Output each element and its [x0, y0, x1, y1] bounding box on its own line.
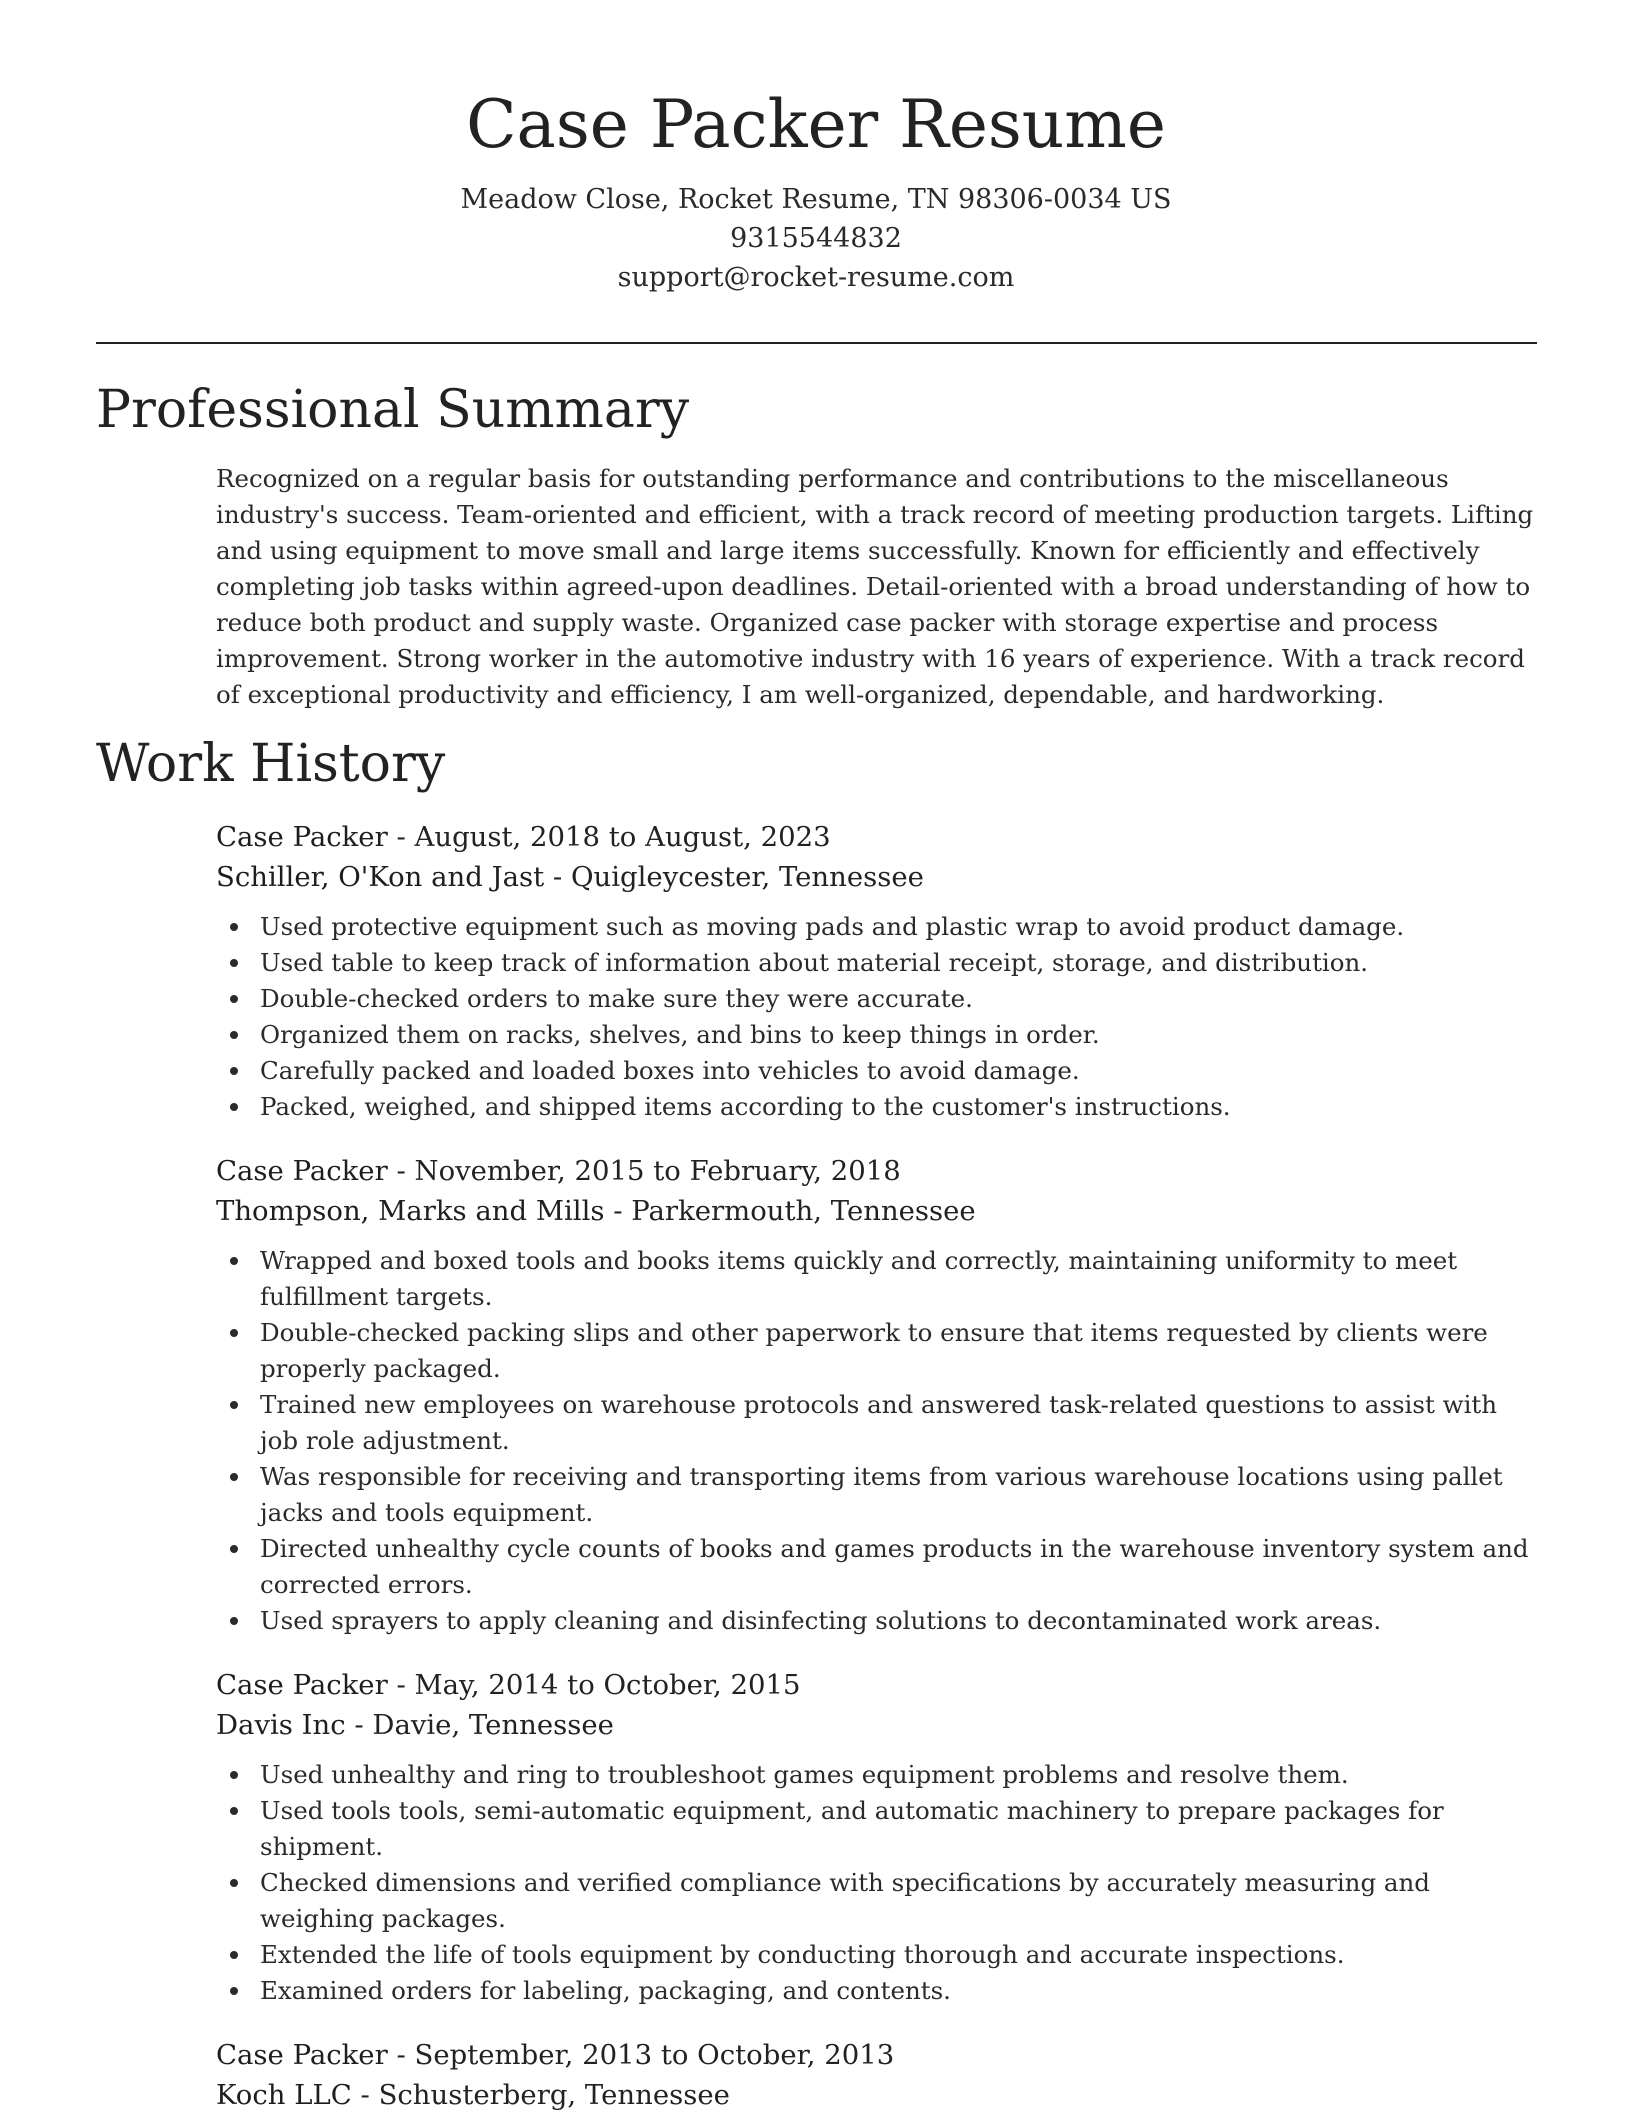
- work-history-heading: Work History: [96, 734, 446, 794]
- job-bullets: [216, 1243, 1538, 1639]
- job-dates: May, 2014 to October, 2015: [414, 1669, 801, 1701]
- header-divider: [96, 342, 1537, 344]
- job-role: Case Packer: [216, 1669, 388, 1701]
- separator: -: [351, 2079, 379, 2111]
- job-bullet: Organized them on racks, shelves, and bins to keep things in order.: [216, 1017, 1538, 1053]
- job-bullet: Used unhealthy and ring to troubleshoot games equipment problems and resolve them.: [216, 1757, 1538, 1793]
- job-role: Case Packer: [216, 2039, 388, 2071]
- job-title-line: [216, 817, 1538, 857]
- job-bullet: Checked dimensions and verified compliance with specifications by accurately measuring and weighing packages.: [216, 1865, 1538, 1937]
- job-dates: September, 2013 to October, 2013: [414, 2039, 895, 2071]
- job-bullet: Packed, weighed, and shipped items according to the customer's instructions.: [216, 1089, 1538, 1125]
- job-dates: August, 2018 to August, 2023: [414, 821, 831, 853]
- job-title-line: [216, 1665, 1538, 1705]
- job-bullets: [216, 909, 1538, 1125]
- job-role: Case Packer: [216, 821, 388, 853]
- job-company: Koch LLC: [216, 2079, 352, 2111]
- job-company-line: [216, 857, 1538, 897]
- job-bullets: [216, 1757, 1538, 2009]
- job-company-line: [216, 1191, 1538, 1231]
- job-entry: [216, 1151, 1538, 1639]
- job-company: Davis Inc: [216, 1709, 346, 1741]
- job-bullet: Double-checked orders to make sure they were accurate.: [216, 981, 1538, 1017]
- summary-text: Recognized on a regular basis for outstanding performance and contributions to the miscellaneous industry's success. Team-oriented and efficient, with a track record of meeting production targets. Lifting and using equipment to move small and large items successfully. Known for efficiently and effectively completing job tasks within agreed-upon deadlines. Detail-oriented with a broad understanding of how to reduce both product and supply waste. Organized case packer with storage expertise and process improvement. Strong worker in the automotive industry with 16 years of experience. With a track record of exceptional productivity and efficiency, I am well-organized, dependable, and hardworking.: [216, 464, 1534, 709]
- separator: -: [345, 1709, 373, 1741]
- job-list: [216, 817, 1538, 2112]
- job-company-line: [216, 1705, 1538, 1745]
- separator: -: [387, 1155, 415, 1187]
- resume-title: Case Packer Resume: [466, 86, 1166, 163]
- job-bullet: Used protective equipment such as moving pads and plastic wrap to avoid product damage.: [216, 909, 1538, 945]
- job-company: Thompson, Marks and Mills: [216, 1195, 605, 1227]
- job-bullet: Double-checked packing slips and other paperwork to ensure that items requested by clients were properly packaged.: [216, 1315, 1538, 1387]
- job-bullet: Directed unhealthy cycle counts of books and games products in the warehouse inventory system and corrected errors.: [216, 1531, 1538, 1603]
- summary-heading: Professional Summary: [96, 380, 690, 440]
- job-bullet: Carefully packed and loaded boxes into vehicles to avoid damage.: [216, 1053, 1538, 1089]
- job-company-line: [216, 2075, 1538, 2112]
- job-bullet: Was responsible for receiving and transporting items from various warehouse locations using pallet jacks and tools equipment.: [216, 1459, 1538, 1531]
- resume-header: [96, 80, 1536, 297]
- contact-address: Meadow Close, Rocket Resume, TN 98306-0034 US: [460, 184, 1172, 215]
- job-location: Parkermouth, Tennessee: [631, 1195, 976, 1227]
- job-location: Schusterberg, Tennessee: [378, 2079, 730, 2111]
- job-bullet: Examined orders for labeling, packaging, and contents.: [216, 1973, 1538, 2009]
- separator: -: [387, 1669, 415, 1701]
- job-title-line: [216, 1151, 1538, 1191]
- separator: -: [387, 821, 415, 853]
- contact-phone: 9315544832: [730, 223, 902, 254]
- job-location: Davie, Tennessee: [372, 1709, 614, 1741]
- job-bullet: Used tools tools, semi-automatic equipment, and automatic machinery to prepare packages for shipment.: [216, 1793, 1538, 1865]
- job-dates: November, 2015 to February, 2018: [414, 1155, 901, 1187]
- job-entry: [216, 2035, 1538, 2112]
- contact-email: support@rocket-resume.com: [617, 262, 1015, 293]
- job-bullet: Used table to keep track of information about material receipt, storage, and distribution.: [216, 945, 1538, 981]
- job-bullet: Used sprayers to apply cleaning and disinfecting solutions to decontaminated work areas.: [216, 1603, 1538, 1639]
- job-location: Quigleycester, Tennessee: [570, 861, 924, 893]
- job-entry: [216, 1665, 1538, 2009]
- job-title-line: [216, 2035, 1538, 2075]
- separator: -: [544, 861, 571, 893]
- separator: -: [387, 2039, 415, 2071]
- job-company: Schiller, O'Kon and Jast: [216, 861, 545, 893]
- job-entry: [216, 817, 1538, 1125]
- job-bullet: Wrapped and boxed tools and books items quickly and correctly, maintaining uniformity to meet fulfillment targets.: [216, 1243, 1538, 1315]
- job-bullet: Trained new employees on warehouse protocols and answered task-related questions to assist with job role adjustment.: [216, 1387, 1538, 1459]
- job-role: Case Packer: [216, 1155, 388, 1187]
- job-bullet: Extended the life of tools equipment by conducting thorough and accurate inspections.: [216, 1937, 1538, 1973]
- separator: -: [604, 1195, 632, 1227]
